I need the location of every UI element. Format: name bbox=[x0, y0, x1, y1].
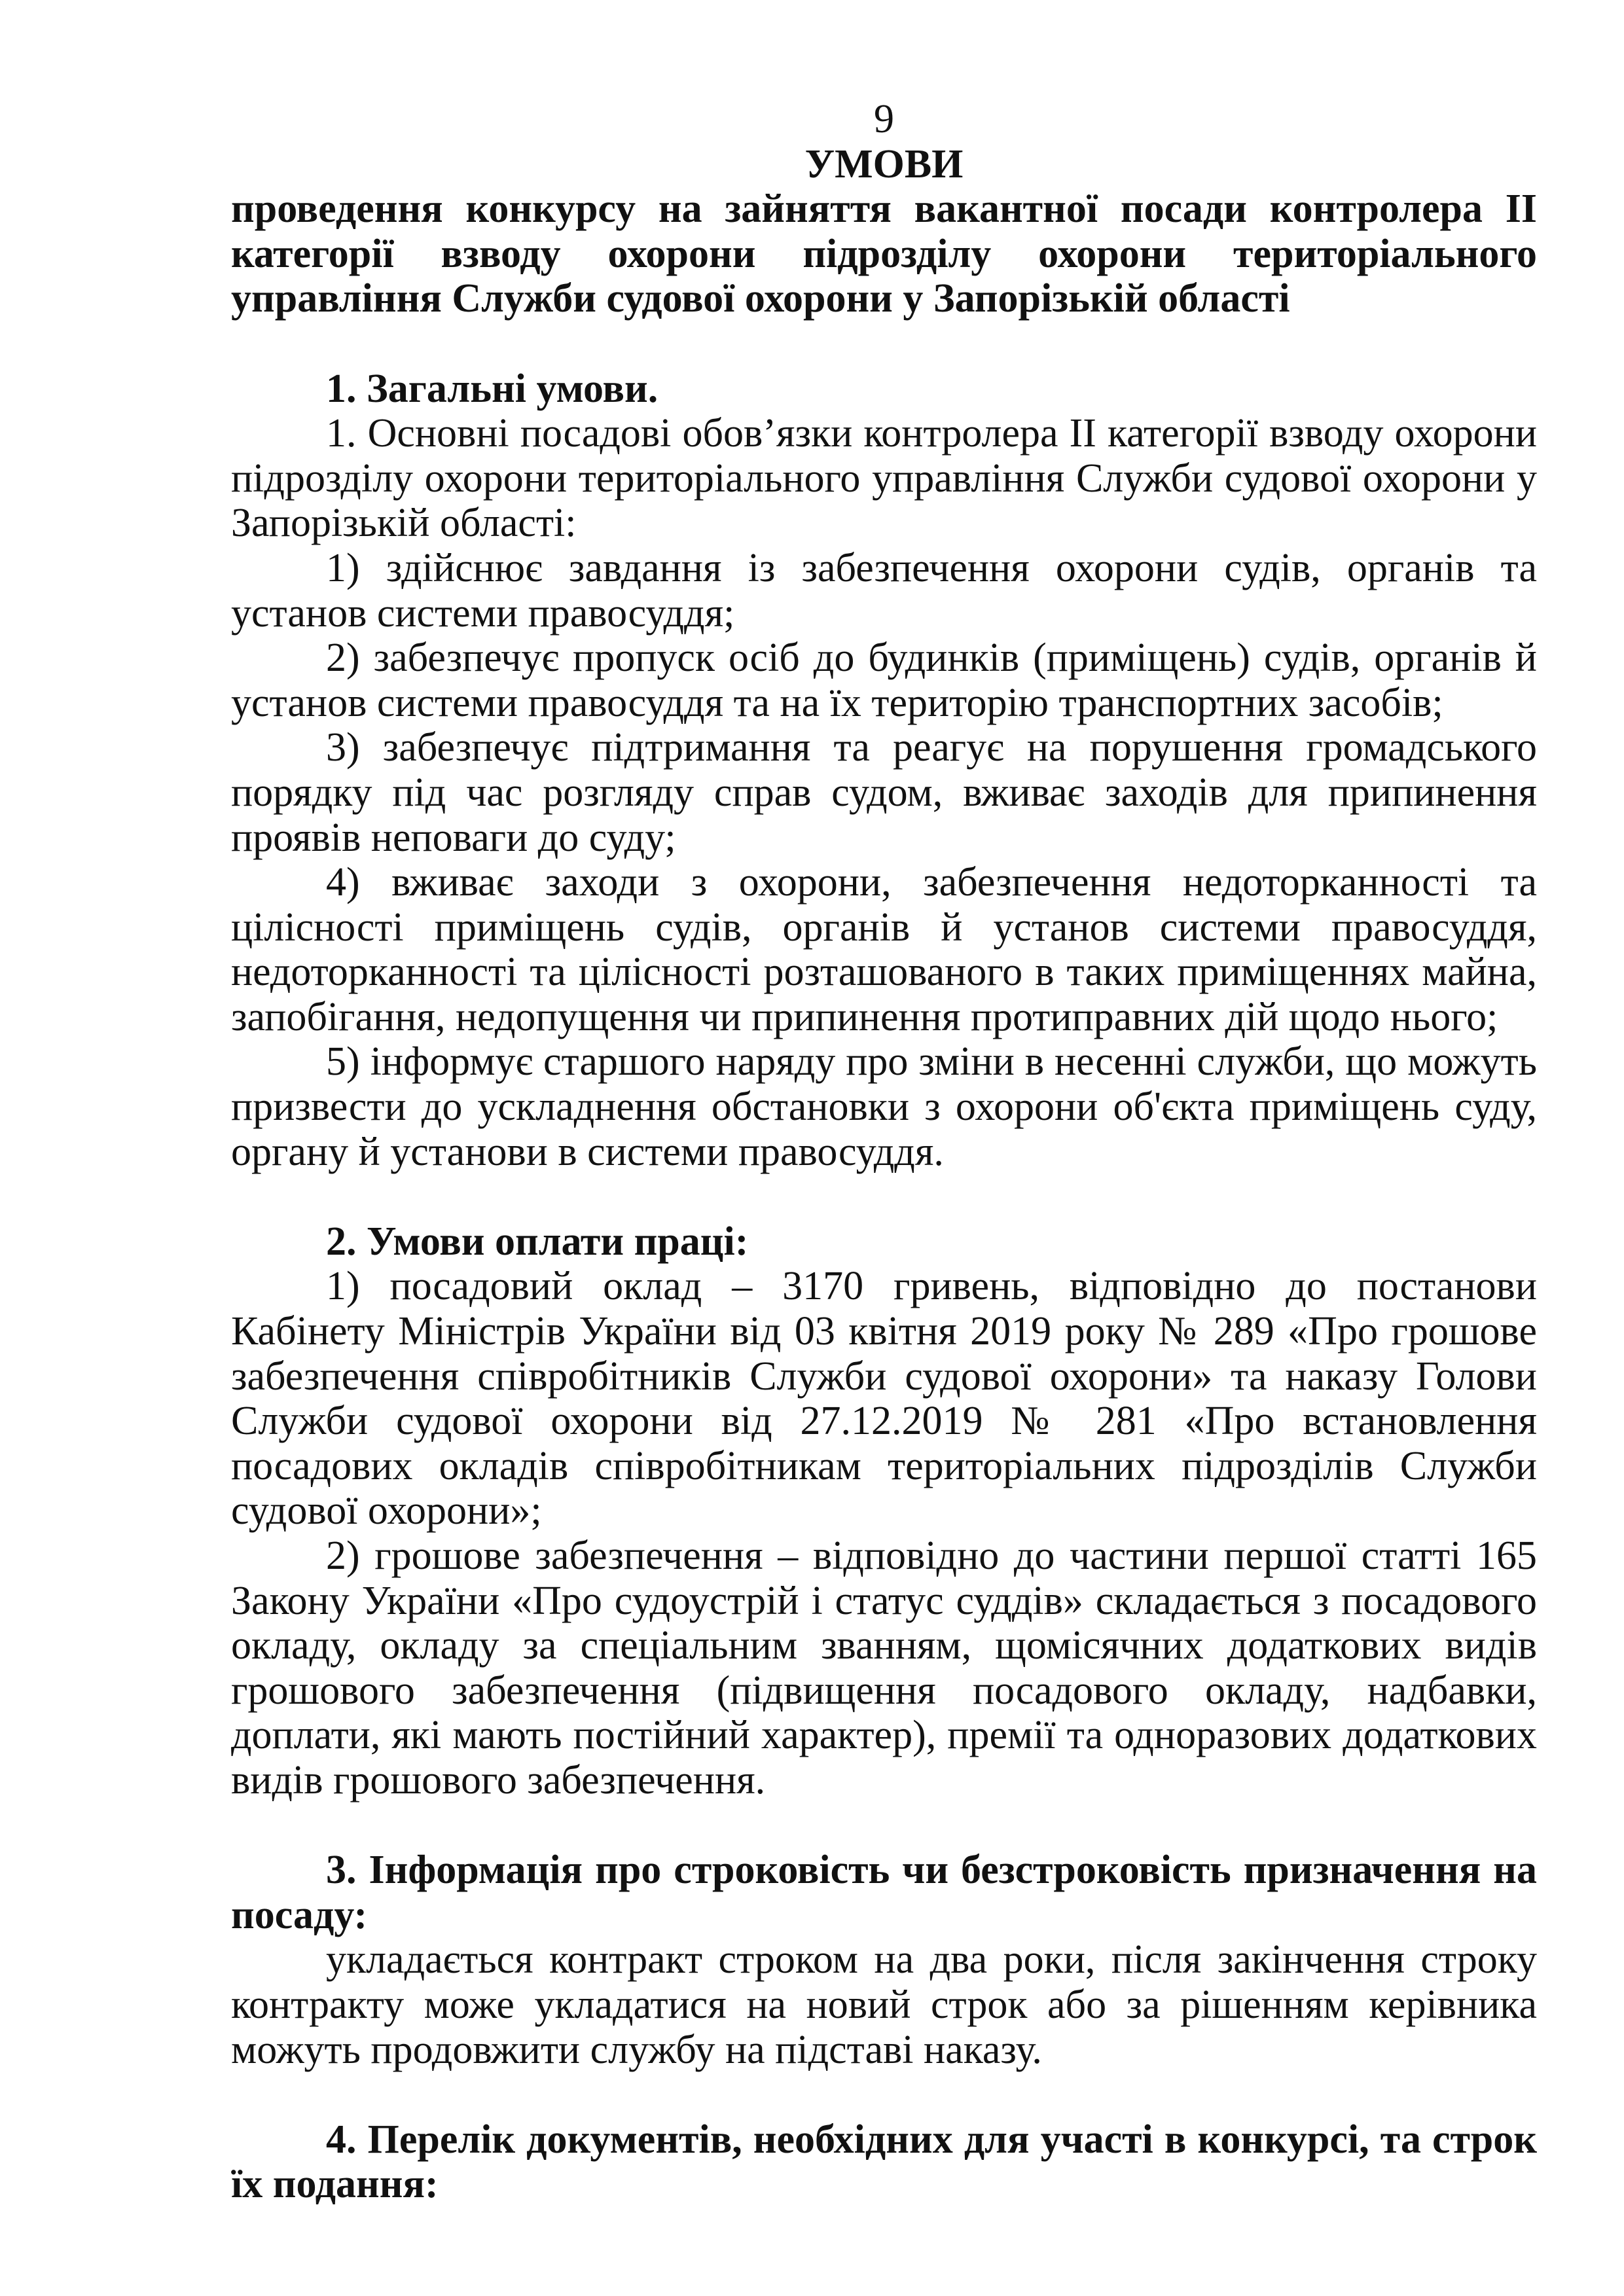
spacer bbox=[231, 2072, 1537, 2117]
paragraph: укладається контракт строком на два роки, після закінчення строку контракту може укладатися на новий строк або за рішенням керівника можуть продовжити службу на підставі наказу. bbox=[231, 1937, 1537, 2072]
paragraph: 1) посадовий оклад – 3170 гривень, відповідно до постанови Кабінету Міністрів України від 03 квітня 2019 року № 289 «Про грошове забезпечення співробітників Служби судової охорони» та наказу Голови Служби судової охорони від 27.12.2019 № 281 «Про встановлення посадових окладів співробітникам територіальних підрозділів Служби судової охорони»; bbox=[231, 1264, 1537, 1534]
section-appointment-term bbox=[231, 1848, 1537, 2072]
paragraph: 1. Основні посадові обов’язки контролера ІІ категорії взводу охорони підрозділу охорони територіального управління Служби судової охорони у Запорізькій області: bbox=[231, 411, 1537, 546]
paragraph: 4) вживає заходи з охорони, забезпечення недоторканності та цілісності приміщень судів, органів й установ системи правосуддя, недоторканності та цілісності розташованого в таких приміщеннях майна, запобігання, недопущення чи припинення протиправних дій щодо нього; bbox=[231, 860, 1537, 1039]
document-page bbox=[231, 97, 1537, 2207]
spacer bbox=[231, 321, 1537, 367]
section-heading: 4. Перелік документів, необхідних для участі в конкурсі, та строк їх подання: bbox=[231, 2117, 1537, 2207]
spacer bbox=[231, 1803, 1537, 1848]
section-heading: 2. Умови оплати праці: bbox=[326, 1219, 749, 1264]
section-pay-conditions bbox=[231, 1219, 1537, 1803]
document-subtitle: проведення конкурсу на зайняття вакантної посади контролера ІІ категорії взводу охорони підрозділу охорони територіального управління Служби судової охорони у Запорізькій області bbox=[231, 187, 1537, 321]
spacer bbox=[231, 1174, 1537, 1219]
section-general-conditions bbox=[231, 367, 1537, 1175]
paragraph: 2) грошове забезпечення – відповідно до частини першої статті 165 Закону України «Про судоустрій і статус суддів» складається з посадового окладу, окладу за спеціальним званням, щомісячних додаткових видів грошового забезпечення (підвищення посадового окладу, надбавки, доплати, які мають постійний характер), премії та одноразових додаткових видів грошового забезпечення. bbox=[231, 1534, 1537, 1803]
paragraph: 3) забезпечує підтримання та реагує на порушення громадського порядку під час розгляду справ судом, вживає заходів для припинення проявів неповаги до суду; bbox=[231, 725, 1537, 860]
document-title: УМОВИ bbox=[804, 141, 964, 187]
section-heading: 3. Інформація про строковість чи безстроковість призначення на посаду: bbox=[231, 1848, 1537, 1937]
page-number: 9 bbox=[874, 97, 894, 141]
section-documents-list bbox=[231, 2117, 1537, 2207]
paragraph: 1) здійснює завдання із забезпечення охорони судів, органів та установ системи правосуддя; bbox=[231, 545, 1537, 636]
paragraph: 5) інформує старшого наряду про зміни в несенні служби, що можуть призвести до ускладнення обстановки з охорони об'єкта приміщень суду, органу й установи в системи правосуддя. bbox=[231, 1039, 1537, 1174]
paragraph: 2) забезпечує пропуск осіб до будинків (приміщень) судів, органів й установ системи правосуддя та на їх територію транспортних засобів; bbox=[231, 636, 1537, 725]
section-heading: 1. Загальні умови. bbox=[326, 366, 659, 411]
